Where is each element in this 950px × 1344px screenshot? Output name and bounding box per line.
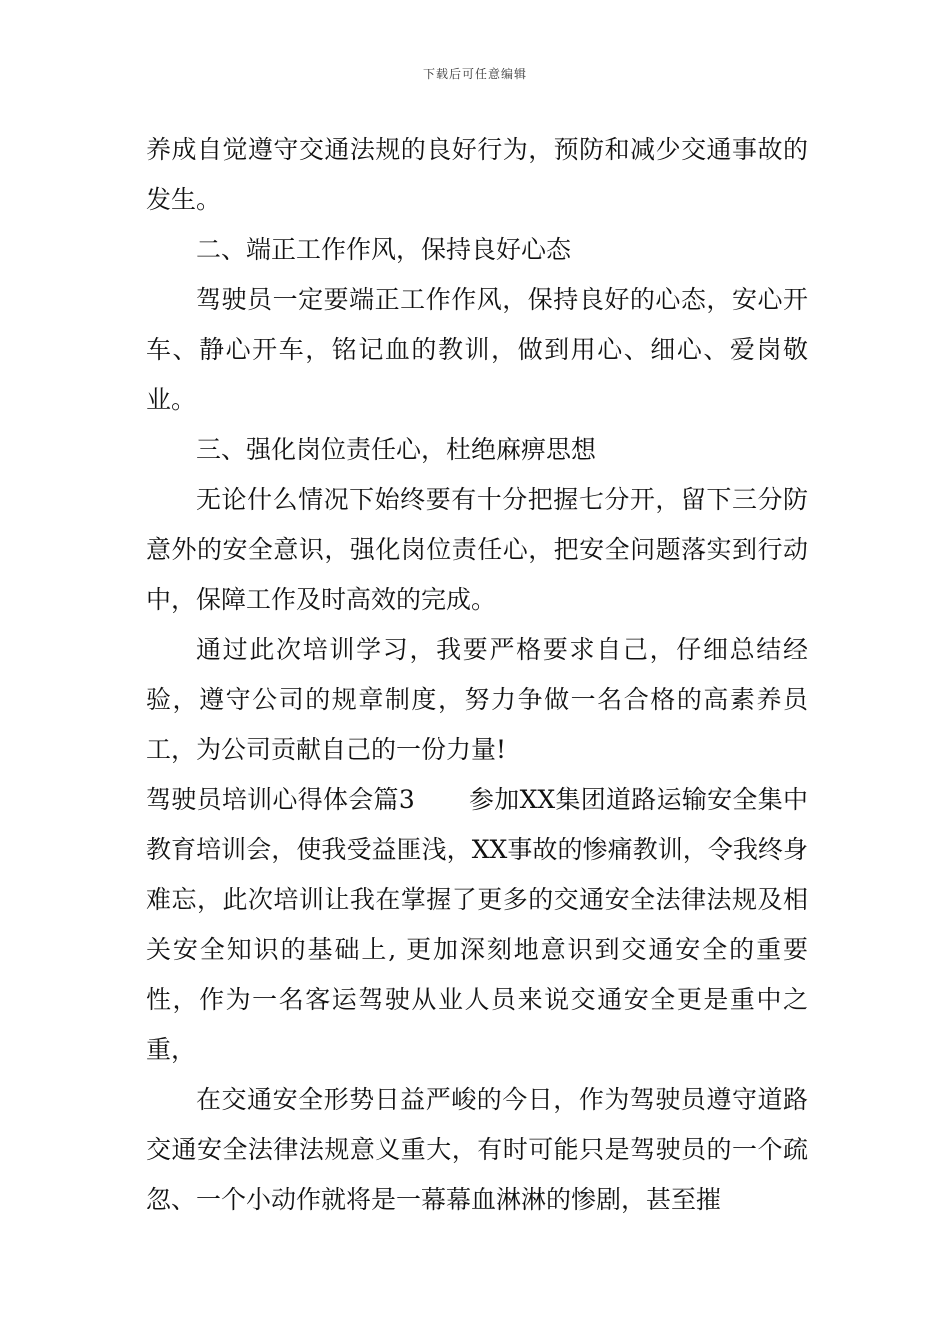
article-3-title: 驾驶员培训心得体会篇3	[146, 785, 415, 814]
page-header: 下载后可任意编辑	[422, 67, 527, 81]
section-heading-3: 三、强化岗位责任心，杜绝麻痹思想	[196, 435, 597, 464]
paragraph-1: 养成自觉遵守交通法规的良好行为，预防和减少交通事故的发生。	[146, 135, 808, 214]
section-heading-2: 二、端正工作作风，保持良好心态	[196, 235, 572, 264]
paragraph-3: 驾驶员一定要端正工作作风，保持良好的心态，安心开车、静心开车，铭记血的教训，做到用心、细心、爱岗敬业。	[146, 285, 808, 414]
paragraph-5: 无论什么情况下始终要有十分把握七分开，留下三分防意外的安全意识，强化岗位责任心，把安全问题落实到行动中，保障工作及时高效的完成。	[146, 485, 808, 614]
paragraph-last: 在交通安全形势日益严峻的今日，作为驾驶员遵守道路交通安全法律法规意义重大，有时可能只是驾驶员的一个疏忽、一个小动作就将是一幕幕血淋淋的惨剧，甚至摧	[146, 1085, 808, 1214]
paragraph-6: 通过此次培训学习，我要严格要求自己，仔细总结经验，遵守公司的规章制度，努力争做一名合格的高素养员工，为公司贡献自己的一份力量!	[146, 635, 808, 764]
article-3-paragraph	[146, 775, 808, 1075]
article-3-body: 参加XX集团道路运输安全集中教育培训会，使我受益匪浅，XX事故的惨痛教训，令我终身难忘，此次培训让我在掌握了更多的交通安全法律法规及相关安全知识的基础上, 更加深刻地意识到交通安全的重要性，作为一名客运驾驶从业人员来说交通安全更是重中之重，	[146, 785, 808, 1064]
document-body	[146, 125, 808, 1225]
